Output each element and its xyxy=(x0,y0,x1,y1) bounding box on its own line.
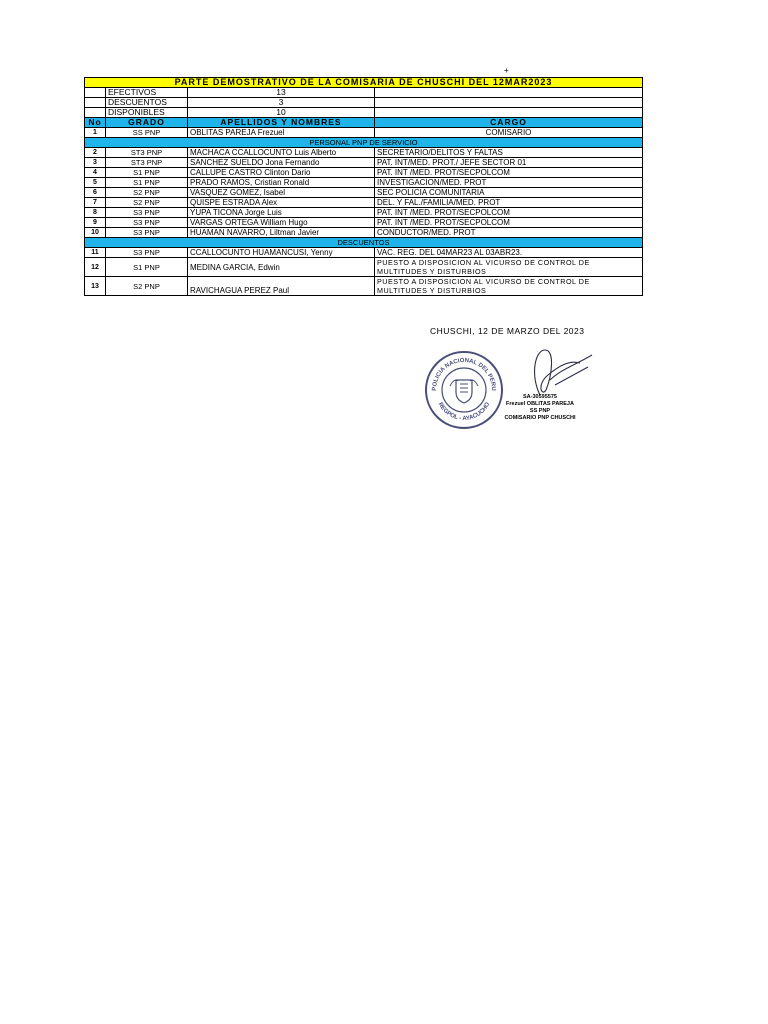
summary-row xyxy=(85,88,643,98)
row-grado: SS PNP xyxy=(106,128,188,138)
summary-row xyxy=(85,108,643,118)
header-cargo: CARGO xyxy=(375,118,643,128)
row-nombre: MACHACA CCALLOCUNTO Luis Alberto xyxy=(188,148,375,158)
row-grado: S1 PNP xyxy=(106,258,188,277)
summary-label: DESCUENTOS xyxy=(106,98,188,108)
table-row xyxy=(85,248,643,258)
row-number: 10 xyxy=(85,228,106,238)
table-row xyxy=(85,258,643,277)
summary-label: EFECTIVOS xyxy=(106,88,188,98)
summary-value: 10 xyxy=(188,108,375,118)
row-cargo: SECRETARIO/DELITOS Y FALTAS xyxy=(375,148,643,158)
row-number: 7 xyxy=(85,198,106,208)
row-cargo: CONDUCTOR/MED. PROT xyxy=(375,228,643,238)
row-number: 2 xyxy=(85,148,106,158)
table-row xyxy=(85,218,643,228)
row-number: 12 xyxy=(85,258,106,277)
row-grado: S2 PNP xyxy=(106,198,188,208)
report-title: PARTE DEMOSTRATIVO DE LA COMISARIA DE CHUSCHI DEL 12MAR2023 xyxy=(85,78,643,88)
signature-rank: SS PNP xyxy=(529,408,551,414)
summary-row xyxy=(85,98,643,108)
row-number: 8 xyxy=(85,208,106,218)
signature-name: Frezuel OBLITAS PAREJA xyxy=(506,401,574,407)
row-nombre: VASQUEZ GOMEZ, Isabel xyxy=(188,188,375,198)
row-nombre: RAVICHAGUA PEREZ Paul xyxy=(188,277,375,296)
table-row xyxy=(85,208,643,218)
row-cargo: VAC. REG. DEL 04MAR23 AL 03ABR23. xyxy=(375,248,643,258)
table-row xyxy=(85,228,643,238)
row-grado: S1 PNP xyxy=(106,168,188,178)
row-cargo: PUESTO A DISPOSICION AL VICURSO DE CONTROL DE MULTITUDES Y DISTURBIOS xyxy=(375,258,643,277)
row-grado: S2 PNP xyxy=(106,188,188,198)
table-row xyxy=(85,168,643,178)
commander-row xyxy=(85,128,643,138)
signature-block xyxy=(500,394,580,422)
header-nombres: APELLIDOS Y NOMBRES xyxy=(188,118,375,128)
handwritten-signature xyxy=(500,345,595,400)
section-servicio-row xyxy=(85,138,643,148)
header-no: No xyxy=(85,118,106,128)
row-number: 6 xyxy=(85,188,106,198)
police-seal-stamp xyxy=(424,350,504,430)
row-cargo: PAT. INT /MED. PROT/SECPOLCOM xyxy=(375,218,643,228)
row-nombre: CCALLOCUNTO HUAMANCUSI, Yenny xyxy=(188,248,375,258)
row-number: 9 xyxy=(85,218,106,228)
row-grado: S3 PNP xyxy=(106,228,188,238)
row-nombre: CALLUPE CASTRO Clinton Dario xyxy=(188,168,375,178)
row-cargo: PAT. INT /MED. PROT/SECPOLCOM xyxy=(375,208,643,218)
row-grado: S1 PNP xyxy=(106,178,188,188)
date-line: CHUSCHI, 12 DE MARZO DEL 2023 xyxy=(430,326,585,336)
row-grado: ST3 PNP xyxy=(106,158,188,168)
row-cargo: SEC POLICIA COMUNITARIA xyxy=(375,188,643,198)
row-grado: S2 PNP xyxy=(106,277,188,296)
summary-value: 3 xyxy=(188,98,375,108)
row-number: 4 xyxy=(85,168,106,178)
table-row xyxy=(85,148,643,158)
svg-text:POLICIA NACIONAL DEL PERU: POLICIA NACIONAL DEL PERU xyxy=(431,357,497,391)
row-nombre: OBLITAS PAREJA Frezuel xyxy=(188,128,375,138)
title-row xyxy=(85,78,643,88)
summary-label: DISPONIBLES xyxy=(106,108,188,118)
shield-emblem-icon xyxy=(450,380,478,403)
row-grado: ST3 PNP xyxy=(106,148,188,158)
row-number: 5 xyxy=(85,178,106,188)
table-row xyxy=(85,188,643,198)
row-grado: S3 PNP xyxy=(106,208,188,218)
plus-mark: + xyxy=(504,66,509,75)
column-header-row xyxy=(85,118,643,128)
signature-position: COMISARIO PNP CHUSCHI xyxy=(504,415,576,421)
signature-cip: SA-30595575 xyxy=(523,394,557,400)
row-number: 3 xyxy=(85,158,106,168)
row-number: 1 xyxy=(85,128,106,138)
row-cargo: COMISARIO xyxy=(375,128,643,138)
section-descuentos-row xyxy=(85,238,643,248)
row-number: 11 xyxy=(85,248,106,258)
row-nombre: HUAMAN NAVARRO, Liltman Javier xyxy=(188,228,375,238)
table-row xyxy=(85,198,643,208)
row-cargo: PAT. INT/MED. PROT./ JEFE SECTOR 01 xyxy=(375,158,643,168)
section-descuentos-label: DESCUENTOS xyxy=(85,238,643,248)
row-cargo: INVESTIGACION/MED. PROT xyxy=(375,178,643,188)
row-nombre: YUPA TICONA Jorge Luis xyxy=(188,208,375,218)
row-nombre: MEDINA GARCIA, Edwin xyxy=(188,258,375,277)
svg-text:REGPOL - AYACUCHO: REGPOL - AYACUCHO xyxy=(436,401,492,423)
row-number: 13 xyxy=(85,277,106,296)
section-servicio-label: PERSONAL PNP DE SERVICIO xyxy=(85,138,643,148)
row-cargo: PAT. INT /MED. PROT/SECPOLCOM xyxy=(375,168,643,178)
row-grado: S3 PNP xyxy=(106,218,188,228)
summary-value: 13 xyxy=(188,88,375,98)
row-nombre: VARGAS ORTEGA William Hugo xyxy=(188,218,375,228)
table-row xyxy=(85,277,643,296)
row-nombre: PRADO RAMOS, Cristian Ronald xyxy=(188,178,375,188)
header-grado: GRADO xyxy=(106,118,188,128)
row-nombre: SANCHEZ SUELDO Jona Fernando xyxy=(188,158,375,168)
row-grado: S3 PNP xyxy=(106,248,188,258)
table-row xyxy=(85,178,643,188)
row-cargo: PUESTO A DISPOSICION AL VICURSO DE CONTROL DE MULTITUDES Y DISTURBIOS xyxy=(375,277,643,296)
report-table xyxy=(84,77,643,296)
row-nombre: QUISPE ESTRADA Alex xyxy=(188,198,375,208)
table-row xyxy=(85,158,643,168)
row-cargo: DEL. Y FAL./FAMILIA/MED. PROT xyxy=(375,198,643,208)
